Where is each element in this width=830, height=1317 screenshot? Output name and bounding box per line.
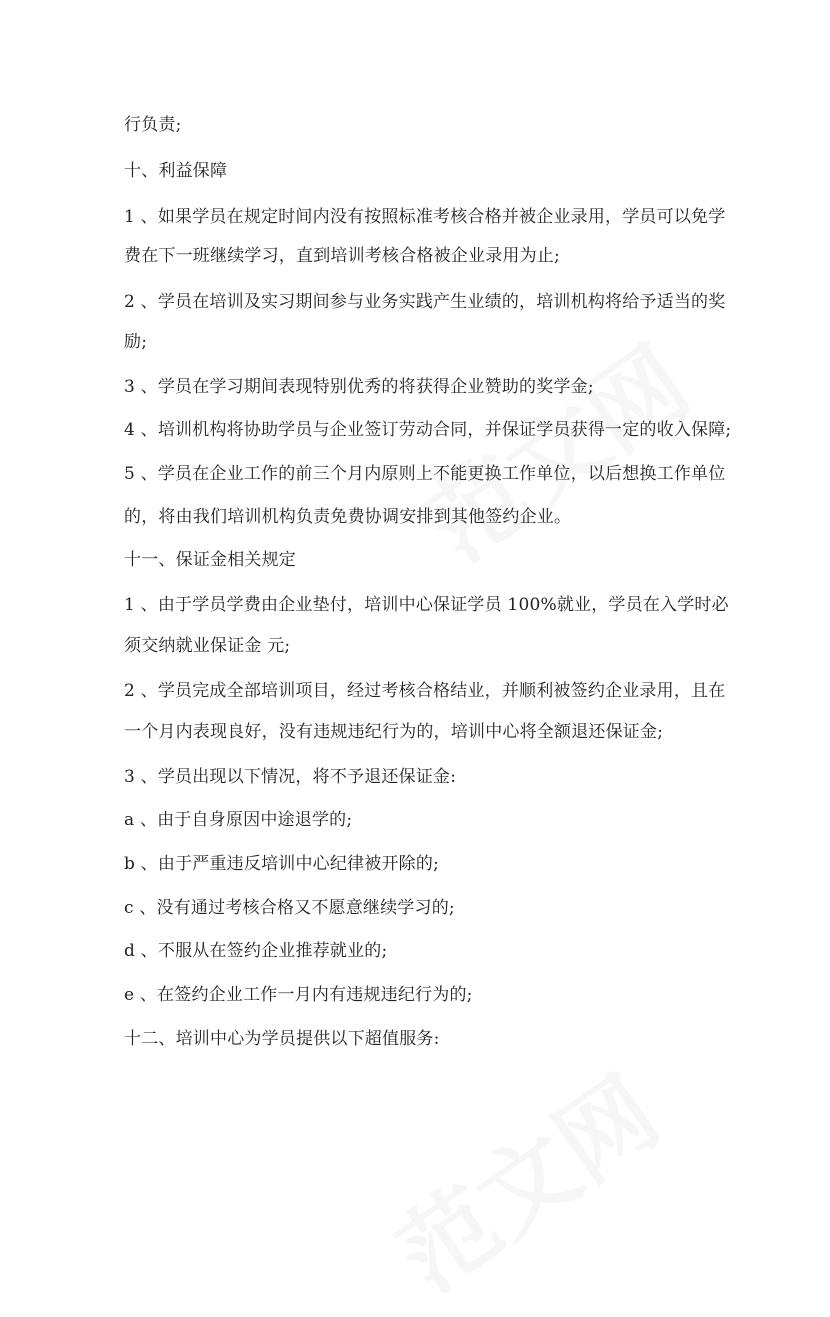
section-heading: 十一、保证金相关规定: [124, 550, 296, 570]
text-line: 费在下一班继续学习，直到培训考核合格被企业录用为止;: [124, 246, 560, 266]
section-heading: 十、利益保障: [124, 161, 228, 181]
list-item: a 、由于自身原因中途退学的;: [124, 810, 353, 830]
list-item: e 、在签约企业工作一月内有违规违纪行为的;: [124, 985, 473, 1005]
text-line: 3 、学员出现以下情况，将不予退还保证金:: [124, 767, 457, 787]
text-line: 3 、学员在学习期间表现特别优秀的将获得企业赞助的奖学金;: [124, 377, 594, 397]
text-line: 一个月内表现良好，没有违规违纪行为的，培训中心将全额退还保证金;: [124, 722, 664, 742]
text-line: 4 、培训机构将协助学员与企业签订劳动合同，并保证学员获得一定的收入保障;: [124, 420, 732, 440]
text-line: 2 、学员在培训及实习期间参与业务实践产生业绩的，培训机构将给予适当的奖: [124, 292, 726, 312]
text-line: 的，将由我们培训机构负责免费协调安排到其他签约企业。: [124, 507, 572, 527]
list-item: d 、不服从在签约企业推荐就业的;: [124, 941, 388, 961]
section-heading: 十二、培训中心为学员提供以下超值服务:: [124, 1029, 440, 1049]
text-line: 2 、学员完成全部培训项目，经过考核合格结业，并顺利被签约企业录用，且在: [124, 681, 726, 701]
text-line: 1 、如果学员在规定时间内没有按照标准考核合格并被企业录用，学员可以免学: [124, 207, 726, 227]
text-line: 1 、由于学员学费由企业垫付，培训中心保证学员 100%就业，学员在入学时必: [124, 595, 729, 615]
text-line: 5 、学员在企业工作的前三个月内原则上不能更换工作单位，以后想换工作单位: [124, 464, 726, 484]
text-line: 须交纳就业保证金 元;: [124, 636, 291, 656]
list-item: c 、没有通过考核合格又不愿意继续学习的;: [124, 898, 455, 918]
text-line: 励;: [124, 332, 148, 352]
list-item: b 、由于严重违反培训中心纪律被开除的;: [124, 854, 440, 874]
text-line: 行负责;: [124, 115, 182, 135]
watermark: [367, 1040, 681, 1317]
